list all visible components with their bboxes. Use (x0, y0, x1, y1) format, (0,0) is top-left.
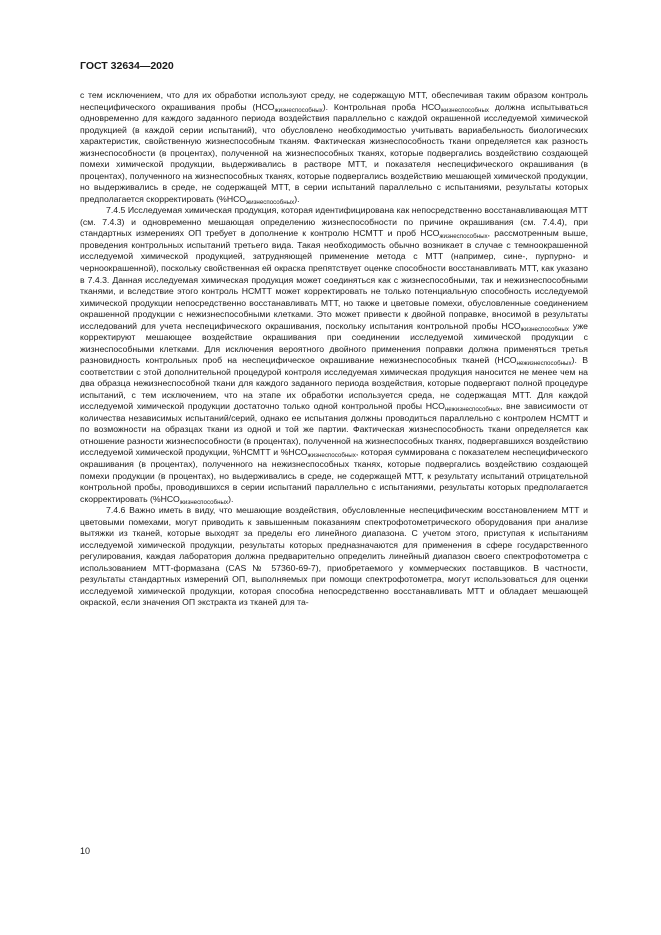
subscript-nonviable: нежизнеспособных (444, 406, 500, 414)
subscript-viable: жизнеспособных (440, 106, 490, 114)
page-number: 10 (80, 846, 91, 856)
text-run: с тем исключением, что для их обработки используют среду, не содержащую МТТ, обеспечивая таким образом контроль неспецифического окрашивания пробы (НСО (80, 90, 588, 112)
text-run: должна испытываться одновременно для каждого заданного периода воздействия параллельно с каждой окрашенной исследуемой химической продукцией (в каждой серии испытаний), что обусловлено необходимостью учитывать вариабельность биологических характеристик, свойственную жизнеспособным тканям. Фактическая жизнеспособность ткани определяется как разность жизнеспособности (в процентах), полученной на жизнеспособных тканях, которые подвергались воздействию создающей помехи химической продукции, выдерживались в растворе МТТ, и показателя неспецифического окрашивания (в процентах), полученного на жизнеспособных тканях, которые подвергались воздействию мешающей химической продукции, но выдерживались в среде, не содержащей МТТ, в серии испытаний параллельно с испытаниями, результаты которых предполагается скорректировать (%НСО (80, 101, 588, 204)
text-run: ). Контрольная проба НСО (322, 101, 441, 112)
text-run: ). В соответствии с этой дополнительной процедурой контроля исследуемая химическая продукция наносится не менее чем на два образца нежизнеспособной ткани для каждого заданного периода воздействия, которые подвергают полной процедуре испытаний, с тем исключением, что на этапе их обработки используется среда, не содержащая МТТ. Для каждой исследуемой химической продукции достаточно только одной контрольной пробы НСО (80, 355, 588, 412)
subscript-viable: жизнеспособных (307, 452, 356, 460)
subscript-nonviable: нежизнеспособных (516, 360, 572, 368)
text-run: ). (228, 493, 234, 504)
text-run: 7.4.5 Исследуемая химическая продукция, которая идентифицирована как непосредственно восстанавливающая МТТ (см. 7.4.3) и одновременно мешающая определению жизнеспособности по причине окрашивания (см. 7.4.4), при стандартных измерениях ОП требует в дополнение к контролю НСМТТ и проб НСО (80, 205, 588, 239)
subscript-viable: жизнеспособных (179, 498, 229, 506)
text-run: ). (294, 193, 300, 204)
subscript-viable: жизнеспособных (439, 233, 488, 241)
text-run: , вне зависимости от количества независимых испытаний/серий, однако ее испытания должны проводиться параллельно с контролем НСМТТ и по возможности на образцах ткани из одной и той же партии. Фактическая жизнеспособность ткани определяется как отношение разности жизнеспособности (в процентах), полученной на жизнеспособных тканях, подвергавшихся воздействию исследуемой химической продукции, %НСМТТ и %НСО (80, 401, 588, 458)
text-run: , которая суммирована с показателем неспецифического окрашивания (в процентах), полученного на нежизнеспособных тканях, которые подвергались воздействию создающей помехи продукции (в процентах), но выдерживались в среде, не содержащей МТТ, к результату испытаний отрицательной контрольной пробы, проводившихся в серии испытаний параллельно с испытаниями, результаты которых предполагается скорректировать (%НСО (80, 447, 588, 504)
paragraph-7-4-6 (80, 505, 588, 609)
text-run: , рассмотренным выше, проведения контрольных испытаний третьего вида. Такая необходимость обычно возникает в случае с темноокрашенной исследуемой химической продукцией, затрудняющей применение метода с МТТ (например, сине-, пурпурно- и черноокрашенной), поскольку свойственная ей окраска препятствует оценке способности восстанавливать МТТ, как указано в 7.4.3. Данная исследуемая химическая продукция может соединяться как с жизнеспособными, так и нежизнеспособными тканями, и вследствие этого контроль НСМТТ может корректировать не только потенциальную способность исследуемой химической продукции непосредственно восстанавливать МТТ, но также и цветовые помехи, обусловленные соединением окрашенной продукции с нежизнеспособными клетками. Это может привести к двойной поправке, вносимой в результаты исследований для учета неспецифического окрашивания, поскольку испытания контрольной пробы НСО (80, 228, 588, 331)
subscript-viable: жизнеспособных (245, 198, 295, 206)
paragraph-viable-control (80, 90, 588, 205)
body-text (80, 90, 588, 609)
standard-designation: ГОСТ 32634—2020 (80, 60, 174, 72)
subscript-viable: жизнеспособных (274, 106, 323, 114)
text-run: 7.4.6 Важно иметь в виду, что мешающие воздействия, обусловленные неспецифическим восстановлением МТТ и цветовыми помехами, могут приводить к завышенным показаниям спектрофотометрического оборудования при анализе вытяжки из тканей, которые выходят за пределы его линейного диапазона. С учетом этого, приступая к испытаниям исследуемой химической продукции, результаты которых предназначаются для применения в сфере государственного регулирования, каждая лаборатория должна предварительно определить линейный диапазон своего спектрофотометра с использованием МТТ-формазана (CAS № 57360-69-7), приобретаемого у коммерческих поставщиков. В частности, результаты стандартных измерений ОП, выполняемых при помощи спектрофотометра, могут использоваться для оценки исследуемой химической продукции, которая способна непосредственно восстанавливать МТТ и обладает мешающей окраской, если значения ОП экстракта из тканей для та- (80, 505, 588, 608)
text-run: уже корректируют мешающее воздействие окрашивания при соединении исследуемой химической продукции с жизнеспособными клетками. Для исключения вероятного двойного применения поправки должна применяться третья разновидность контрольных проб на неспецифическое окрашивание нежизнеспособных тканей (НСО (80, 320, 588, 366)
subscript-viable: жизнеспособных (520, 325, 569, 333)
paragraph-7-4-5 (80, 205, 588, 505)
